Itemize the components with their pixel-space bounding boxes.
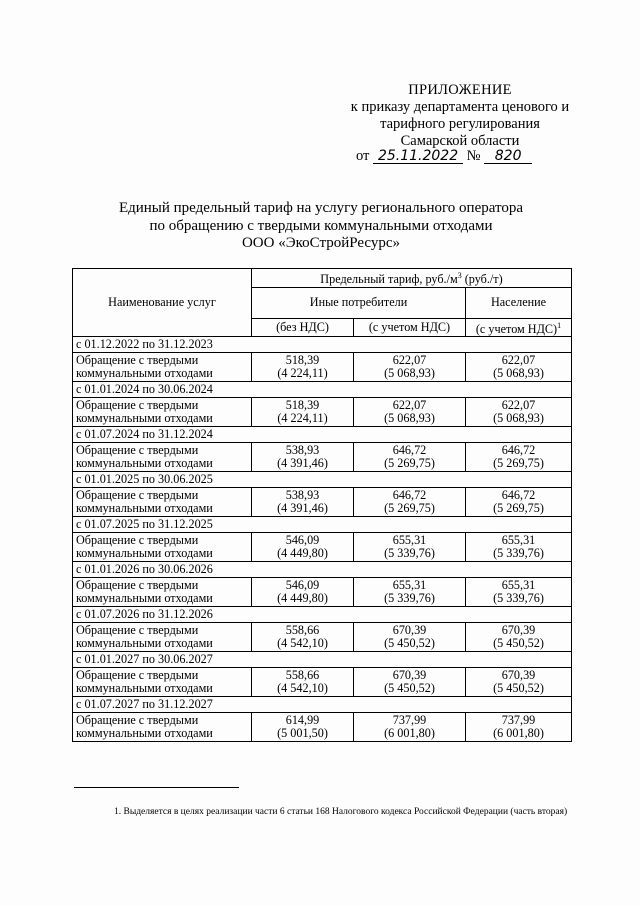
value-population-per-ton: (5 339,76) [493,546,544,561]
value-no-vat [252,668,354,697]
table-row [73,398,572,427]
period-row [73,337,572,353]
value-with-vat-per-ton: (5 339,76) [384,591,435,606]
value-population-per-m3: 670,39 [501,667,536,682]
value-no-vat-per-ton: (4 224,11) [277,411,328,426]
value-population [466,668,572,697]
value-no-vat-per-ton: (4 449,80) [277,591,328,606]
value-no-vat [252,713,354,742]
order-number: 820 [484,149,532,164]
value-population-per-m3: 646,72 [501,442,536,457]
value-no-vat [252,398,354,427]
period-label: с 01.01.2027 по 30.06.2027 [73,652,572,668]
value-population-per-m3: 646,72 [501,487,536,502]
value-no-vat-per-m3: 546,09 [285,532,320,547]
document-title [96,200,546,253]
value-no-vat-per-m3: 558,66 [285,622,320,637]
value-population-per-m3: 655,31 [501,577,536,592]
value-population-per-m3: 622,07 [501,352,536,367]
value-with-vat [354,668,466,697]
value-no-vat-per-m3: 538,93 [285,487,320,502]
value-population [466,398,572,427]
service-name: Обращение с твердыми коммунальными отходами [73,443,252,472]
period-label: с 01.01.2026 по 30.06.2026 [73,562,572,578]
value-with-vat-per-ton: (5 450,52) [384,681,435,696]
table-row [73,353,572,382]
period-row [73,517,572,533]
period-row [73,427,572,443]
value-population [466,713,572,742]
value-population-per-m3: 655,31 [501,532,536,547]
value-population-per-ton: (5 339,76) [493,591,544,606]
value-population [466,443,572,472]
table-row [73,488,572,517]
service-name: Обращение с твердыми коммунальными отходами [73,713,252,742]
value-with-vat-per-ton: (5 068,93) [384,411,435,426]
value-with-vat [354,353,466,382]
value-no-vat-per-ton: (5 001,50) [277,726,328,741]
table-row [73,443,572,472]
service-name: Обращение с твердыми коммунальными отходами [73,668,252,697]
appendix-header [330,82,590,150]
value-with-vat-per-ton: (5 339,76) [384,546,435,561]
period-row [73,607,572,623]
value-with-vat-per-ton: (5 450,52) [384,636,435,651]
value-with-vat-per-m3: 737,99 [392,712,427,727]
value-population [466,353,572,382]
period-label: с 01.07.2026 по 31.12.2026 [73,607,572,623]
value-population-per-ton: (5 068,93) [493,411,544,426]
date-prefix: от [356,148,370,164]
appendix-line-2: к приказу департамента ценового и [350,99,570,115]
appendix-line-4: Самарской области [400,133,520,149]
tariff-table [72,268,572,742]
header-pop-with-vat: (с учетом НДС)$^1$ [466,318,572,337]
value-population-per-m3: 622,07 [501,397,536,412]
table-row [73,623,572,652]
value-no-vat-per-m3: 546,09 [285,577,320,592]
value-with-vat [354,443,466,472]
value-with-vat-per-m3: 622,07 [392,397,427,412]
table-row [73,533,572,562]
title-line-2: по обращению с твердыми коммунальными отходами [149,217,493,234]
value-with-vat [354,713,466,742]
value-with-vat-per-m3: 622,07 [392,352,427,367]
period-label: с 01.07.2027 по 31.12.2027 [73,697,572,713]
period-label: с 01.01.2024 по 30.06.2024 [73,382,572,398]
value-with-vat [354,398,466,427]
table-row [73,713,572,742]
period-row [73,472,572,488]
period-row [73,562,572,578]
value-no-vat [252,578,354,607]
value-no-vat-per-ton: (4 224,11) [277,366,328,381]
value-population-per-ton: (6 001,80) [493,726,544,741]
header-tariff: Предельный тариф, $руб./м^3$ (руб./т) [252,269,572,288]
footnote-divider [74,787,239,788]
value-with-vat-per-ton: (5 068,93) [384,366,435,381]
value-no-vat-per-m3: 538,93 [285,442,320,457]
value-with-vat-per-m3: 655,31 [392,577,427,592]
value-population-per-ton: (5 269,75) [493,456,544,471]
table-row [73,578,572,607]
number-prefix: № [466,148,481,164]
tariff-table-body [73,337,572,742]
value-no-vat-per-ton: (4 542,10) [277,681,328,696]
value-no-vat [252,488,354,517]
value-with-vat-per-ton: (6 001,80) [384,726,435,741]
title-line-3: ООО «ЭкоСтройРесурс» [241,235,401,251]
value-no-vat-per-m3: 558,66 [285,667,320,682]
value-no-vat-per-m3: 518,39 [285,352,320,367]
period-label: с 01.07.2025 по 31.12.2025 [73,517,572,533]
service-name: Обращение с твердыми коммунальными отходами [73,398,252,427]
value-with-vat-per-ton: (5 269,75) [384,501,435,516]
value-population-per-ton: (5 450,52) [493,636,544,651]
value-with-vat [354,578,466,607]
value-no-vat-per-ton: (4 391,46) [277,456,328,471]
value-population-per-ton: (5 450,52) [493,681,544,696]
value-with-vat-per-m3: 670,39 [392,622,427,637]
period-row [73,652,572,668]
value-no-vat-per-ton: (4 391,46) [277,501,328,516]
period-label: с 01.01.2025 по 30.06.2025 [73,472,572,488]
value-no-vat [252,443,354,472]
order-date-number [356,148,532,165]
value-with-vat-per-ton: (5 269,75) [384,456,435,471]
value-population-per-m3: 737,99 [501,712,536,727]
value-with-vat [354,533,466,562]
service-name: Обращение с твердыми коммунальными отходами [73,578,252,607]
value-no-vat-per-ton: (4 542,10) [277,636,328,651]
service-name: Обращение с твердыми коммунальными отходами [73,623,252,652]
value-no-vat-per-m3: 614,99 [285,712,320,727]
order-date: 25.11.2022 [373,149,463,164]
appendix-title: ПРИЛОЖЕНИЕ [408,82,512,98]
value-population-per-ton: (5 269,75) [493,501,544,516]
value-no-vat [252,623,354,652]
value-population-per-m3: 670,39 [501,622,536,637]
value-no-vat-per-ton: (4 449,80) [277,546,328,561]
value-population [466,533,572,562]
header-population: Население [466,287,572,318]
title-line-1: Единый предельный тариф на услугу регионального оператора [118,200,524,216]
service-name: Обращение с твердыми коммунальными отходами [73,353,252,382]
period-row [73,697,572,713]
value-with-vat-per-m3: 655,31 [392,532,427,547]
value-with-vat-per-m3: 646,72 [392,442,427,457]
header-other-consumers: Иные потребители [252,287,466,318]
value-with-vat [354,488,466,517]
period-row [73,382,572,398]
value-with-vat-per-m3: 646,72 [392,487,427,502]
period-label: с 01.07.2024 по 31.12.2024 [73,427,572,443]
table-row [73,668,572,697]
value-no-vat [252,353,354,382]
period-label: с 01.12.2022 по 31.12.2023 [73,337,572,353]
appendix-line-3: тарифного регулирования [380,116,540,132]
header-service-name: Наименование услуг [73,269,252,337]
value-population [466,578,572,607]
header-no-vat: (без НДС) [252,318,354,337]
value-no-vat-per-m3: 518,39 [285,397,320,412]
value-population [466,623,572,652]
header-with-vat: (с учетом НДС) [354,318,466,337]
service-name: Обращение с твердыми коммунальными отходами [73,533,252,562]
value-no-vat [252,533,354,562]
value-with-vat-per-m3: 670,39 [392,667,427,682]
footnote: 1. Выделяется в целях реализации части 6 статьи 168 Налогового кодекса Российской Федерации (часть вторая) [114,807,568,817]
service-name: Обращение с твердыми коммунальными отходами [73,488,252,517]
value-population [466,488,572,517]
value-population-per-ton: (5 068,93) [493,366,544,381]
value-with-vat [354,623,466,652]
